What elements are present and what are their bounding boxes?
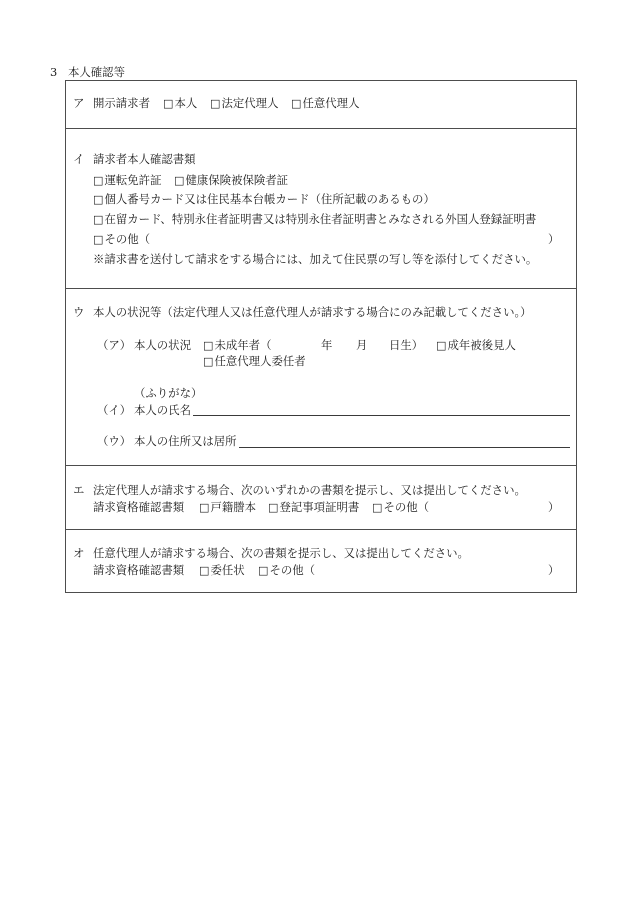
option-residence-card[interactable]	[93, 212, 536, 227]
checkbox[interactable]: □	[258, 564, 269, 577]
option-adult-ward[interactable]	[436, 338, 516, 353]
checkbox[interactable]: □	[268, 501, 279, 514]
option-label: その他（	[269, 563, 316, 577]
birth-year-label: 年	[321, 338, 333, 352]
option-label: 個人番号カード又は住民基本台帳カード（住所記載のあるもの）	[104, 192, 435, 206]
checkbox[interactable]: □	[199, 564, 210, 577]
status-label: 本人の状況	[134, 338, 191, 352]
address-label: 本人の住所又は居所	[134, 434, 237, 448]
option-label: 運転免許証	[104, 173, 162, 187]
birth-day-label: 日生）	[389, 338, 424, 352]
qualification-docs-label: 請求資格確認書類	[93, 563, 185, 577]
option-label: 未成年者（	[214, 338, 272, 352]
identity-documents-title: 請求者本人確認書類	[93, 152, 196, 166]
checkbox[interactable]: □	[93, 174, 104, 187]
option-other-document[interactable]	[258, 563, 315, 578]
option-voluntary-principal[interactable]	[203, 354, 306, 369]
other-document-blank[interactable]	[432, 500, 546, 514]
option-label: 健康保険被保険者証	[185, 173, 289, 187]
section-a-marker: ア	[73, 96, 85, 110]
section-title: 本人確認等	[68, 65, 125, 79]
other-document-close: ）	[548, 563, 560, 577]
other-document-close: ）	[548, 232, 560, 246]
checkbox[interactable]: □	[93, 213, 104, 226]
option-label: 委任状	[210, 563, 245, 577]
option-self[interactable]	[163, 96, 197, 111]
option-family-register[interactable]	[199, 500, 256, 515]
section-e-marker: エ	[73, 483, 85, 497]
name-fill-line[interactable]	[193, 415, 570, 416]
name-marker: （イ）	[97, 403, 132, 417]
option-power-of-attorney[interactable]	[199, 563, 245, 578]
option-registry-certificate[interactable]	[268, 500, 359, 515]
checkbox[interactable]: □	[93, 233, 104, 246]
section-i-marker: イ	[73, 152, 85, 166]
option-legal-representative[interactable]	[210, 96, 278, 111]
option-label: 戸籍謄本	[210, 500, 257, 514]
qualification-docs-label: 請求資格確認書類	[93, 500, 185, 514]
person-status-title: 本人の状況等（法定代理人又は任意代理人が請求する場合にのみ記載してください。）	[93, 305, 532, 319]
section-o-marker: オ	[73, 546, 85, 560]
section-number: 3	[50, 65, 58, 79]
requester-type-label: 開示請求者	[93, 96, 150, 110]
section-a-requester-type	[65, 80, 577, 128]
option-label: 在留カード、特別永住者証明書又は特別永住者証明書とみなされる外国人登録証明書	[104, 212, 537, 226]
option-label: 法定代理人	[221, 96, 279, 110]
option-label: 本人	[174, 96, 198, 110]
address-fill-line[interactable]	[239, 447, 570, 448]
other-document-blank[interactable]	[151, 232, 546, 246]
section-o-voluntary-representative	[65, 529, 577, 593]
checkbox[interactable]: □	[210, 97, 221, 110]
section-e-legal-representative	[65, 465, 577, 529]
option-voluntary-representative[interactable]	[291, 96, 359, 111]
option-label: その他（	[104, 232, 151, 246]
checkbox[interactable]: □	[199, 501, 210, 514]
other-document-close: ）	[548, 500, 560, 514]
option-minor[interactable]	[203, 338, 271, 353]
checkbox[interactable]: □	[372, 501, 383, 514]
option-my-number-card[interactable]	[93, 192, 435, 207]
mail-request-note: ※請求書を送付して請求をする場合には、加えて住民票の写し等を添付してください。	[93, 252, 538, 266]
option-other-document[interactable]	[93, 232, 150, 247]
checkbox[interactable]: □	[291, 97, 302, 110]
option-label: 任意代理人	[302, 96, 360, 110]
option-label: 成年被後見人	[447, 338, 516, 352]
voluntary-representative-instruction: 任意代理人が請求する場合、次の書類を提示し、又は提出してください。	[93, 546, 469, 560]
option-label: 任意代理人委任者	[214, 354, 306, 368]
address-marker: （ウ）	[97, 434, 132, 448]
checkbox[interactable]: □	[93, 193, 104, 206]
birth-month-label: 月	[356, 338, 368, 352]
option-label: その他（	[383, 500, 430, 514]
option-drivers-license[interactable]	[93, 173, 161, 188]
legal-representative-instruction: 法定代理人が請求する場合、次のいずれかの書類を提示し、又は提出してください。	[93, 483, 526, 497]
section-i-identity-documents	[65, 128, 577, 288]
checkbox[interactable]: □	[203, 355, 214, 368]
checkbox[interactable]: □	[436, 339, 447, 352]
checkbox[interactable]: □	[203, 339, 214, 352]
option-other-document[interactable]	[372, 500, 429, 515]
option-health-insurance-card[interactable]	[174, 173, 288, 188]
other-document-blank[interactable]	[318, 563, 546, 577]
section-u-person-status	[65, 288, 577, 465]
checkbox[interactable]: □	[174, 174, 185, 187]
option-label: 登記事項証明書	[279, 500, 360, 514]
furigana-label: （ふりがな）	[134, 386, 203, 400]
status-marker: （ア）	[97, 338, 132, 352]
name-label: 本人の氏名	[134, 403, 191, 417]
section-u-marker: ウ	[73, 305, 85, 319]
checkbox[interactable]: □	[163, 97, 174, 110]
